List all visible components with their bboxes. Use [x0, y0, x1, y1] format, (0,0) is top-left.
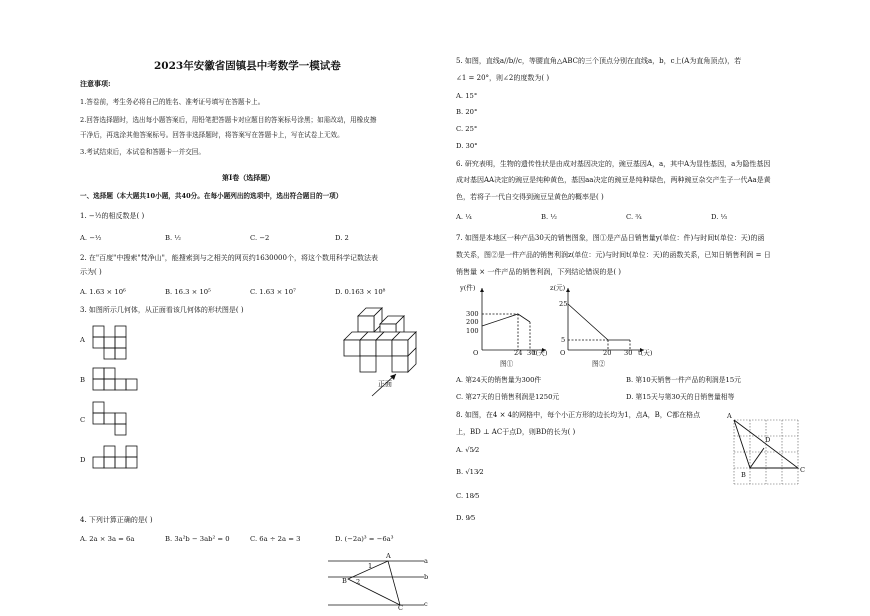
q7-chart2-ylabel: z(元): [550, 284, 566, 292]
q7-chart1-xlabel: t(天): [533, 349, 548, 357]
notice-3: 3.考试结束后，本试卷和答题卡一并交回。: [80, 148, 205, 156]
q3-option-c-label: C: [80, 416, 86, 424]
q3-option-b-figure: [93, 368, 143, 393]
q5-point-b: B: [342, 577, 347, 585]
q7-stem-cont-1: 数关系，图②是一件产品的销售利润z(单位：元)与时间t(单位：天)的函数关系，已知日销售利润 = 日: [456, 251, 771, 259]
q6-stem: 6. 研究表明，生物的遗传性状是由成对基因决定的，豌豆基因A，a，其中A为显性基因，a为隐性基因: [456, 160, 771, 168]
q7-chart1-caption: 图①: [500, 360, 514, 368]
q8-point-c: C: [800, 466, 806, 474]
q8-point-b: B: [741, 471, 746, 479]
q7-chart2-ytick-5: 5: [561, 336, 566, 344]
q5-angle-1: 1: [368, 562, 373, 570]
q5-point-c: C: [398, 604, 404, 612]
q1-option-d: D. 2: [335, 234, 349, 242]
q5-line-c: c: [424, 600, 428, 608]
q2-option-b: B. 16.3 × 10⁵: [165, 288, 211, 296]
q8-option-b: B. √13⁄2: [456, 468, 484, 476]
q1-option-b: B. ½: [165, 234, 181, 242]
q4-stem: 4. 下列计算正确的是( ): [80, 516, 153, 524]
q8-option-a: A. √5⁄2: [456, 446, 480, 454]
q7-chart2-xlabel: t(天): [638, 349, 653, 357]
q7-chart2-caption: 图②: [592, 360, 606, 368]
q3-option-c-figure: [93, 402, 143, 442]
q7-chart1-xtick-30: 30: [527, 349, 536, 357]
q5-option-b: B. 20°: [456, 108, 478, 116]
q8-stem: 8. 如图，在4 × 4的网格中，每个小正方形的边长均为1，点A，B，C都在格点: [456, 411, 701, 419]
q2-option-c: C. 1.63 × 10⁷: [250, 288, 296, 296]
page-title: 2023年安徽省固镇县中考数学一模试卷: [154, 60, 341, 72]
notice-heading: 注意事项:: [80, 79, 111, 88]
q7-chart1-xtick-24: 24: [514, 349, 523, 357]
q5-option-a: A. 15°: [456, 92, 478, 100]
q8-point-a: A: [727, 412, 732, 420]
q5-line-b: b: [424, 573, 429, 581]
part-one-heading: 一、选择题（本大题共10小题，共40分。在每小题列出的选项中，选出符合题目的一项）: [80, 192, 343, 200]
q8-point-d: D: [765, 436, 771, 444]
q7-chart1-ylabel: y(件): [460, 284, 476, 292]
q8-option-c: C. 18⁄5: [456, 492, 480, 500]
q7-chart2-origin: O: [560, 349, 566, 357]
notice-2: 2.回答选择题时，选出每小题答案后，用铅笔把答题卡对应题目的答案标号涂黑；如需改动，用橡皮擦: [80, 116, 377, 124]
q2-option-a: A. 1.63 × 10⁶: [80, 288, 126, 296]
q7-option-c: C. 第27天的日销售利润是1250元: [456, 393, 560, 401]
q3-option-a-label: A: [80, 336, 85, 344]
q7-stem: 7. 如图是本地区一种产品30天的销售图象，图①是产品日销售量y(单位：件)与时间t(单位：天)的函: [456, 234, 765, 242]
q3-option-a-figure: [93, 326, 138, 361]
q2-stem: 2. 在"百度"中搜索"梵净山"，能搜索到与之相关的网页约1630000个，将这个数用科学记数法表: [80, 254, 378, 262]
notice-1: 1.答卷前，考生务必将自己的姓名、准考证号填写在答题卡上。: [80, 98, 265, 106]
q4-option-a: A. 2a × 3a = 6a: [80, 535, 135, 543]
q1-option-a: A. −½: [80, 234, 102, 242]
q5-angle-2: 2: [356, 578, 361, 586]
q2-option-d: D. 0.163 × 10⁸: [335, 288, 386, 296]
q6-option-b: B. ½: [541, 213, 557, 221]
q7-chart2-xtick-20: 20: [603, 349, 612, 357]
q7-stem-cont-2: 销售量 × 一件产品的销售利润，下列结论错误的是( ): [456, 268, 622, 276]
q3-front-label: 正面: [378, 380, 392, 388]
q6-option-c: C. ¾: [626, 213, 642, 221]
q7-option-d: D. 第15天与第30天的日销售量相等: [626, 393, 735, 401]
notice-2-cont: 干净后，再选涂其他答案标号。回答非选择题时，将答案写在答题卡上，写在试卷上无效。: [80, 131, 344, 139]
q5-stem: 5. 如图，直线a//b//c，等腰直角△ABC的三个顶点分别在直线a，b，c上(A为直角顶点)，若: [456, 57, 742, 65]
q5-option-d: D. 30°: [456, 142, 478, 150]
q1-stem: 1. −½的相反数是( ): [80, 212, 145, 220]
q5-option-c: C. 25°: [456, 125, 478, 133]
q3-option-d-figure: [93, 446, 143, 476]
q5-line-a: a: [424, 557, 428, 565]
q7-chart1-ytick-200: 200: [466, 318, 479, 326]
q7-chart1-ytick-100: 100: [466, 327, 479, 335]
q7-chart2-ytick-25: 25: [559, 300, 568, 308]
q5-stem-cont: ∠1 = 20°，则∠2的度数为( ): [456, 74, 550, 82]
q7-chart1-ytick-300: 300: [466, 310, 479, 318]
q7-option-a: A. 第24天的销售量为300件: [456, 376, 542, 384]
q8-option-d: D. 9⁄5: [456, 514, 476, 522]
q6-option-a: A. ¼: [456, 213, 472, 221]
q7-chart2-xtick-30: 30: [624, 349, 633, 357]
q4-option-c: C. 6a ÷ 2a = 3: [250, 535, 301, 543]
q3-option-d-label: D: [80, 456, 86, 464]
q8-stem-cont: 上，BD ⊥ AC于点D，则BD的长为( ): [456, 428, 576, 436]
q6-stem-cont-2: 色，若将子一代自交得到豌豆呈黄色的概率是( ): [456, 193, 604, 201]
q2-stem-cont: 示为( ): [80, 268, 102, 276]
section-heading: 第Ⅰ卷（选择题）: [222, 173, 275, 182]
q6-stem-cont-1: 成对基因AA决定的豌豆是纯种黄色，基因aa决定的豌豆是纯种绿色，两种豌豆杂交产生子一代Aa是黄: [456, 176, 771, 184]
q3-stem: 3. 如图所示几何体，从正面看该几何体的形状图是( ): [80, 306, 244, 314]
q7-chart1-origin: O: [473, 349, 479, 357]
q4-option-b: B. 3a²b − 3ab² = 0: [165, 535, 230, 543]
q6-option-d: D. ⅓: [711, 213, 728, 221]
q5-point-a: A: [386, 552, 391, 560]
q7-option-b: B. 第10天销售一件产品的利润是15元: [626, 376, 741, 384]
q1-option-c: C. −2: [250, 234, 270, 242]
q3-option-b-label: B: [80, 376, 85, 384]
q4-option-d: D. (−2a)³ = −6a³: [335, 535, 394, 543]
